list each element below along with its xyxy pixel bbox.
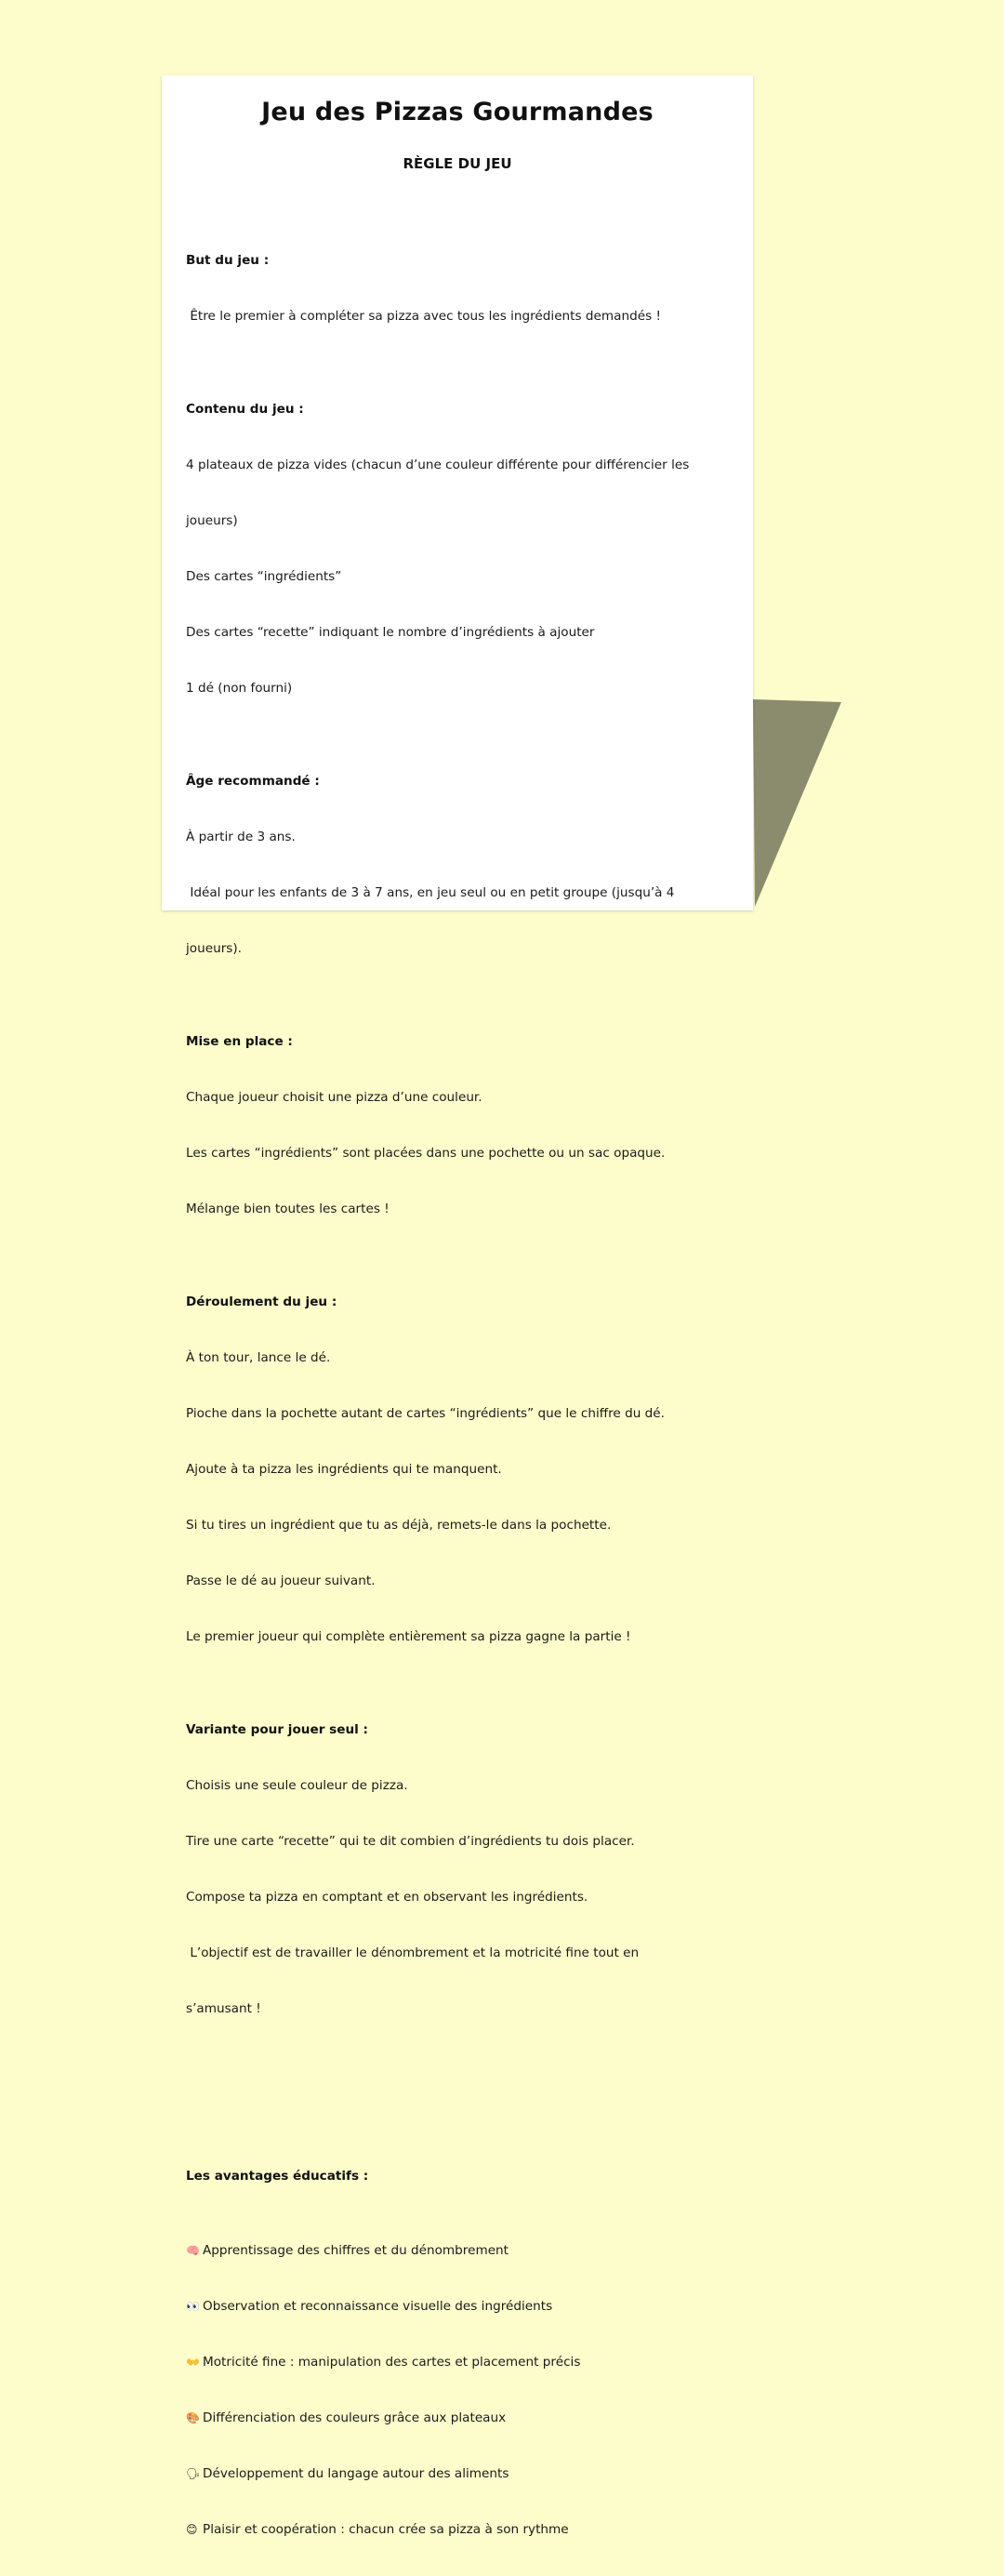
- section-line: Chaque joueur choisit une pizza d’une couleur.: [186, 1090, 482, 1105]
- section-line: joueurs): [186, 513, 238, 528]
- benefit-text: Observation et reconnaissance visuelle des ingrédients: [203, 2299, 553, 2314]
- section-heading-but: But du jeu :: [186, 253, 270, 268]
- section-line: Si tu tires un ingrédient que tu as déjà, remets-le dans la pochette.: [186, 1518, 612, 1533]
- section-line: Les cartes “ingrédients” sont placées dans une pochette ou un sac opaque.: [186, 1146, 666, 1161]
- section-line: Ajoute à ta pizza les ingrédients qui te manquent.: [186, 1462, 502, 1477]
- rules-content: [186, 195, 734, 2576]
- benefit-item: [186, 2464, 734, 2483]
- benefit-item: [186, 2241, 734, 2260]
- open-hands-icon: 👐: [186, 2356, 200, 2369]
- benefit-item: [186, 2297, 734, 2316]
- speaking-head-icon: 🗣: [186, 2467, 201, 2480]
- section-line: Tire une carte “recette” qui te dit combien d’ingrédients tu dois placer.: [186, 1834, 635, 1849]
- section-line: À ton tour, lance le dé.: [186, 1350, 331, 1365]
- section-line: À partir de 3 ans.: [186, 830, 296, 844]
- palette-icon: 🎨: [186, 2411, 200, 2424]
- benefit-item: [186, 2520, 734, 2539]
- section-line: joueurs).: [186, 941, 242, 956]
- section-line: Passe le dé au joueur suivant.: [186, 1573, 376, 1588]
- section-heading-age: Âge recommandé :: [186, 774, 320, 789]
- section-line: Des cartes “recette” indiquant le nombre d’ingrédients à ajouter: [186, 625, 595, 640]
- eyes-icon: 👀: [186, 2300, 200, 2313]
- section-line: Idéal pour les enfants de 3 à 7 ans, en jeu seul ou en petit groupe (jusqu’à 4: [186, 885, 675, 900]
- brain-icon: 🧠: [186, 2244, 200, 2257]
- benefit-text: Différenciation des couleurs grâce aux plateaux: [203, 2410, 507, 2425]
- section-line: s’amusant !: [186, 2001, 261, 2016]
- section-line: Des cartes “ingrédients”: [186, 569, 342, 584]
- benefit-text: Plaisir et coopération : chacun crée sa pizza à son rythme: [203, 2522, 569, 2537]
- section-heading-contenu: Contenu du jeu :: [186, 402, 304, 417]
- benefit-text: Développement du langage autour des aliments: [203, 2466, 509, 2481]
- section-line: Le premier joueur qui complète entièrement sa pizza gagne la partie !: [186, 1629, 631, 1644]
- section-heading-avantages: Les avantages éducatifs :: [186, 2169, 369, 2184]
- section-line: 1 dé (non fourni): [186, 681, 293, 696]
- blank-spacer: [186, 2074, 734, 2092]
- section-line: Compose ta pizza en comptant et en observant les ingrédients.: [186, 1890, 588, 1905]
- document-title: Jeu des Pizzas Gourmandes: [261, 98, 654, 126]
- section-line: Être le premier à compléter sa pizza avec tous les ingrédients demandés !: [186, 309, 661, 324]
- section-line: L’objectif est de travailler le dénombrement et la motricité fine tout en: [186, 1945, 640, 1960]
- benefit-item: [186, 2353, 734, 2371]
- section-heading-variante: Variante pour jouer seul :: [186, 1722, 368, 1737]
- smiling-face-icon: 😊: [186, 2523, 198, 2536]
- rules-sheet: [162, 75, 753, 2537]
- section-line: 4 plateaux de pizza vides (chacun d’une couleur différente pour différencier les: [186, 458, 690, 472]
- benefit-text: Motricité fine : manipulation des cartes et placement précis: [203, 2355, 581, 2370]
- section-line: Choisis une seule couleur de pizza.: [186, 1778, 408, 1793]
- section-heading-mise: Mise en place :: [186, 1034, 293, 1049]
- document-subtitle: RÈGLE DU JEU: [403, 155, 512, 172]
- benefit-item: [186, 2409, 734, 2427]
- section-line: Mélange bien toutes les cartes !: [186, 1202, 390, 1216]
- section-heading-deroulement: Déroulement du jeu :: [186, 1295, 337, 1309]
- section-line: Pioche dans la pochette autant de cartes “ingrédients” que le chiffre du dé.: [186, 1406, 665, 1421]
- benefit-text: Apprentissage des chiffres et du dénombrement: [203, 2243, 509, 2258]
